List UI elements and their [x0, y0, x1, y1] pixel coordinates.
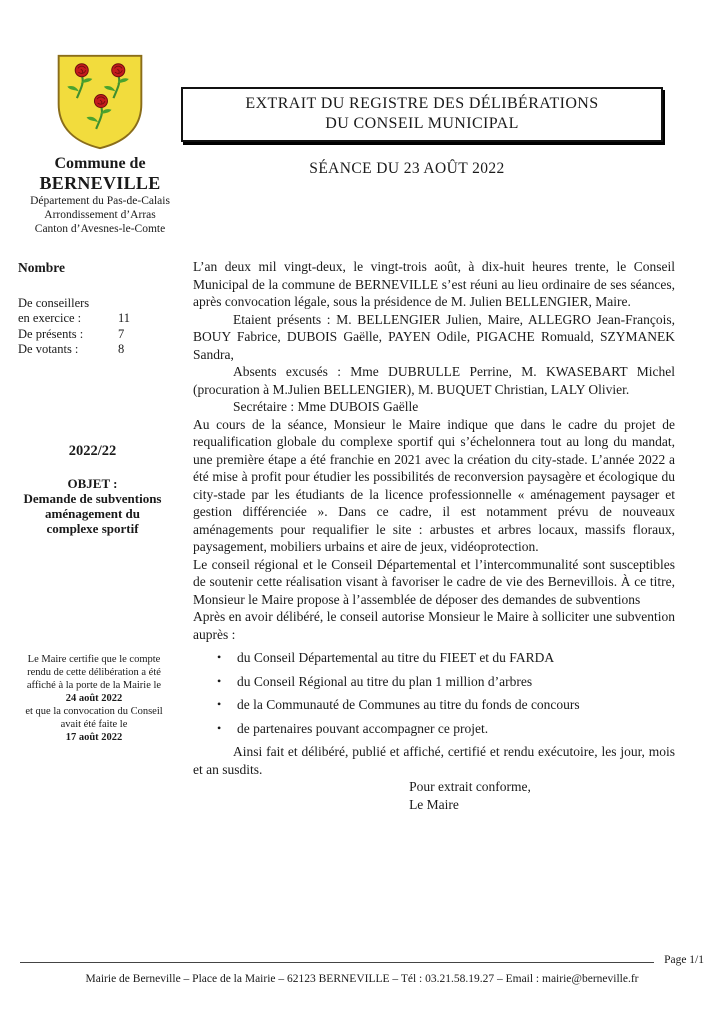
- register-title-box: [181, 87, 663, 142]
- count-row-exercice: [18, 311, 183, 327]
- closing-formula: Pour extrait conforme,: [409, 779, 531, 794]
- paragraph-deliberation: Après en avoir délibéré, le conseil autorise Monsieur le Maire à solliciter une subvention auprès :: [193, 609, 675, 642]
- paragraph-secretaire: Secrétaire : Mme DUBOIS Gaëlle: [233, 399, 419, 414]
- list-item: • du Conseil Départemental au titre du FIEET et du FARDA: [217, 649, 675, 667]
- page-number: Page 1/1: [664, 954, 704, 966]
- count-value: 11: [118, 311, 131, 325]
- paragraph-opening: L’an deux mil vingt-deux, le vingt-trois août, à dix-huit heures trente, le Conseil Municipal de la commune de BERNEVILLE s’est réuni au lieu ordinaire de ses séances, après convocation légale, sous la présidence de M. Julien BELLENGIER, Maire.: [193, 259, 675, 309]
- commune-canton: Canton d’Avesnes-le-Comte: [34, 223, 166, 235]
- count-row-presents: [18, 327, 183, 343]
- deliberation-number: 2022/22: [68, 443, 117, 459]
- footer-address: Mairie de Berneville – Place de la Mairie – 62123 BERNEVILLE – Tél : 03.21.58.19.27 – Email : mairie@berneville.fr: [85, 973, 639, 985]
- objet-heading: OBJET :: [67, 476, 118, 491]
- count-value: 8: [118, 342, 125, 356]
- register-title-line1: EXTRAIT DU REGISTRE DES DÉLIBÉRATIONS: [245, 95, 599, 112]
- certification-block: [18, 653, 170, 744]
- list-item: • de partenaires pouvant accompagner ce projet.: [217, 720, 675, 738]
- certification-date-affichage: 24 août 2022: [65, 693, 123, 704]
- list-item: • de la Communauté de Communes au titre du fonds de concours: [217, 696, 675, 714]
- count-label: De présents :: [18, 326, 84, 341]
- paragraph-ainsi-fait: Ainsi fait et délibéré, publié et affiché, certifié et rendu exécutoire, les jour, mois et an susdits.: [193, 744, 675, 777]
- paragraph-presents: Etaient présents : M. BELLENGIER Julien, Maire, ALLEGRO Jean-François, BOUY Fabrice, DUBOIS Gaëlle, PAYEN Odile, PIGACHE Romuald, SZYMANEK Sandra,: [193, 311, 675, 362]
- commune-departement: Département du Pas-de-Calais: [30, 195, 170, 207]
- register-title-line2: DU CONSEIL MUNICIPAL: [325, 115, 519, 132]
- paragraph-projet: Au cours de la séance, Monsieur le Maire indique que dans le cadre du projet de requalification globale du complexe sportif qui s’échelonnera tout au long du mandat, une première étape a été franchie en 2021 avec la création du city-stade. L’année 2022 a été mise à profit pour étudier les possibilités de reconversion paysagère et écologique du city-stade par les étudiants de la licence professionnelle « aménagement paysager et gestion différenciée ». Dans ce cadre, il est notamment prévu de nouveaux aménagements pour requalifier le site : arbustes et arbres locaux, massifs floraux, paysagement, mobiliers urbains et aire de jeux, vidéoprotection.: [193, 416, 675, 554]
- council-counts-block: [18, 260, 183, 358]
- paragraph-soutiens: Le conseil régional et le Conseil Départemental et l’intercommunalité sont susceptibles de soutenir cette réalisation visant à favoriser le cadre de vie des Bernevillois. À ce titre, Monsieur le Maire propose à l’assemblée de déposer des demandes de subventions: [193, 556, 675, 607]
- objet-line: aménagement du: [45, 506, 140, 521]
- certification-date-convocation: 17 août 2022: [65, 732, 123, 743]
- certification-text: et que la convocation du Conseil avait été faite le: [25, 706, 163, 730]
- count-value: 7: [118, 326, 125, 341]
- list-item: • du Conseil Régional au titre du plan 1 million d’arbres: [217, 673, 675, 691]
- subventions-list: [193, 649, 675, 737]
- session-date-heading: SÉANCE DU 23 AOÛT 2022: [309, 160, 505, 177]
- footer-rule-row: [20, 953, 704, 967]
- count-label: De conseillers: [18, 295, 90, 310]
- commune-arrondissement: Arrondissement d’Arras: [44, 209, 156, 221]
- commune-header: [14, 52, 186, 236]
- deliberation-body: [193, 258, 675, 813]
- count-label: De votants :: [18, 342, 79, 356]
- signature-title: Le Maire: [409, 796, 459, 812]
- counts-heading: Nombre: [18, 260, 65, 275]
- berneville-coat-of-arms-icon: [51, 52, 149, 152]
- commune-line1: Commune de: [54, 155, 146, 172]
- count-row-votants: [18, 342, 183, 358]
- footer-divider: [20, 962, 654, 963]
- objet-line: Demande de subventions: [23, 491, 162, 506]
- certification-text: Le Maire certifie que le compte rendu de cette délibération a été affiché à la porte de la Mairie le: [26, 654, 162, 691]
- count-row-conseillers: [18, 296, 183, 312]
- count-label: en exercice :: [18, 311, 82, 325]
- paragraph-absents: Absents excusés : Mme DUBRULLE Perrine, M. KWASEBART Michel (procuration à M.Julien BELLENGIER), M. BUQUET Christian, LALY Olivier.: [193, 364, 675, 397]
- objet-line: complexe sportif: [46, 521, 139, 536]
- deliberation-reference-block: [10, 443, 175, 536]
- commune-name: BERNEVILLE: [39, 173, 161, 193]
